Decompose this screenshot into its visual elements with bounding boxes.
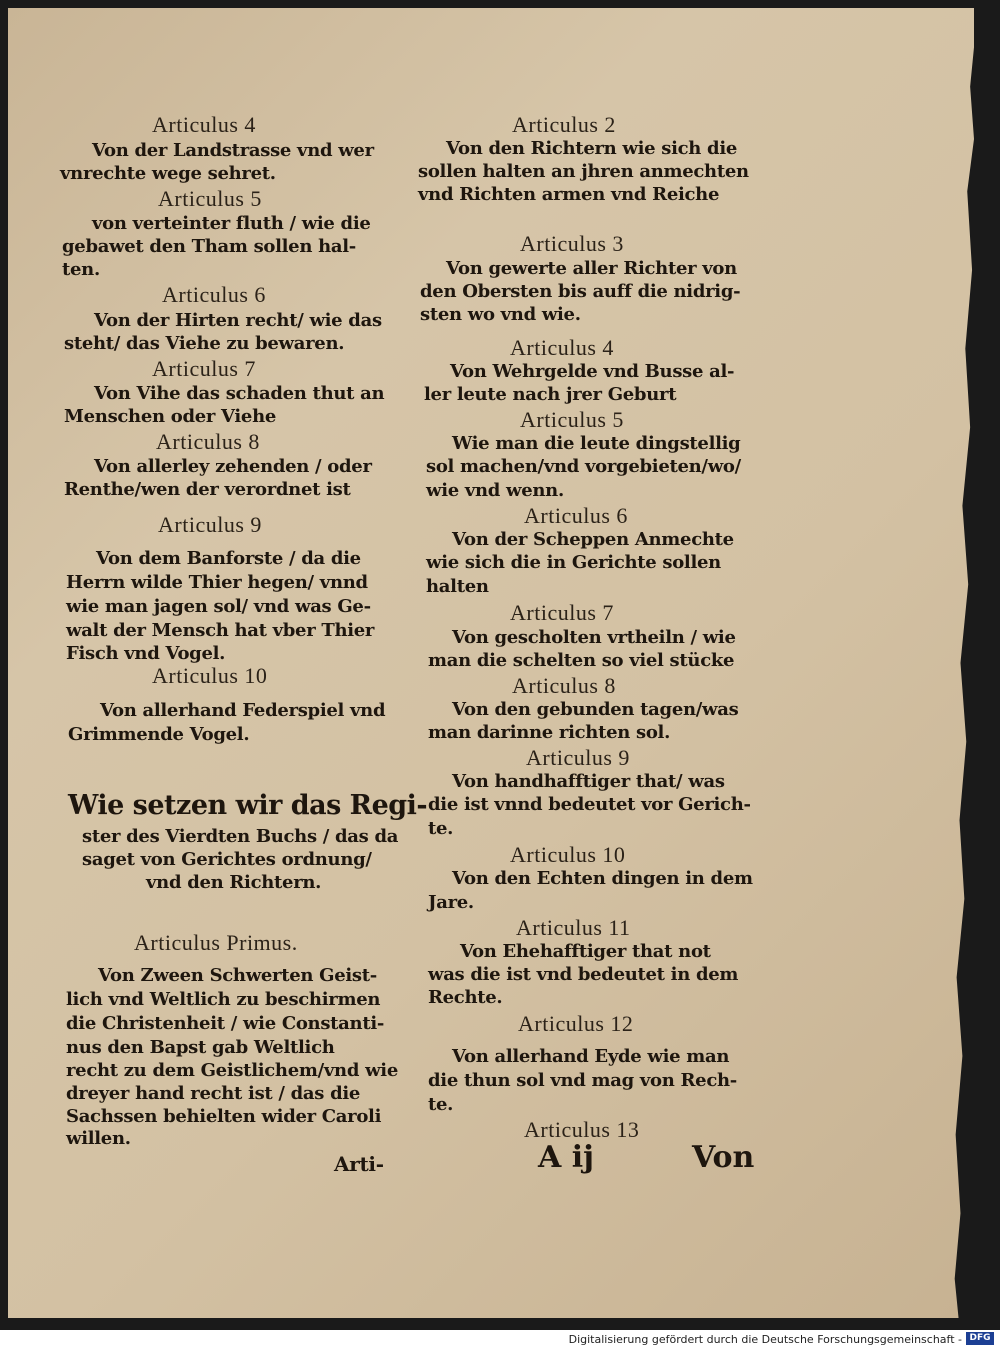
text-line: wie man jagen sol/ vnd was Ge-	[66, 596, 371, 617]
text-line: Von den gebunden tagen/was	[452, 699, 739, 720]
text-line: Von den Echten dingen in dem	[452, 868, 753, 889]
text-line: Von den Richtern wie sich die	[446, 138, 738, 159]
text-line: man die schelten so viel stücke	[428, 650, 735, 671]
text-line: ten.	[62, 259, 100, 280]
text-line: nus den Bapst gab Weltlich	[66, 1037, 335, 1058]
text-line: Grimmende Vogel.	[68, 724, 250, 745]
text-line: ler leute nach jrer Geburt	[424, 384, 677, 405]
text-line: sollen halten an jhren anmechten	[418, 161, 749, 182]
text-line: gebawet den Tham sollen hal-	[62, 236, 356, 257]
article-heading: Articulus 9	[526, 745, 630, 770]
text-line: steht/ das Viehe zu bewaren.	[64, 333, 345, 354]
text-line: vnd Richten armen vnd Reiche	[418, 184, 720, 205]
text-line: Von gescholten vrtheiln / wie	[452, 627, 736, 648]
article-heading: Articulus 8	[512, 673, 616, 698]
text-line: Von der Scheppen Anmechte	[452, 529, 734, 550]
dfg-logo: DFG	[966, 1332, 994, 1345]
text-line: dreyer hand recht ist / das die	[66, 1083, 361, 1104]
text-line: Von der Hirten recht/ wie das	[94, 310, 382, 331]
text-line: walt der Mensch hat vber Thier	[66, 620, 375, 641]
article-heading: Articulus 13	[524, 1117, 640, 1142]
text-line: Von allerhand Federspiel vnd	[100, 700, 386, 721]
register-title: saget von Gerichtes ordnung/	[82, 849, 372, 870]
article-heading: Articulus 5	[158, 186, 262, 211]
text-line: Rechte.	[428, 987, 503, 1008]
article-heading: Articulus 10	[152, 663, 268, 688]
register-title: ster des Vierdten Buchs / das da	[82, 826, 399, 847]
text-line: te.	[428, 818, 454, 839]
text-line: Von dem Banforste / da die	[96, 548, 361, 569]
text-line: von verteinter fluth / wie die	[92, 213, 371, 234]
signature-mark: A ij	[538, 1140, 594, 1175]
text-line: die thun sol vnd mag von Rech-	[428, 1070, 737, 1091]
article-heading: Articulus 7	[510, 600, 614, 625]
text-line: sten wo vnd wie.	[420, 304, 581, 325]
text-line: halten	[426, 576, 489, 597]
article-heading: Articulus 7	[152, 356, 256, 381]
register-title: vnd den Richtern.	[146, 872, 322, 893]
text-line: man darinne richten sol.	[428, 722, 671, 743]
article-heading: Articulus 3	[520, 231, 624, 256]
text-line: Fisch vnd Vogel.	[66, 643, 226, 664]
text-line: Von Vihe das schaden thut an	[94, 383, 385, 404]
article-heading: Articulus Primus.	[134, 930, 298, 955]
text-line: Von allerhand Eyde wie man	[452, 1046, 730, 1067]
text-line: Von handhafftiger that/ was	[452, 771, 725, 792]
article-heading: Articulus 6	[524, 503, 628, 528]
text-line: die ist vnnd bedeutet vor Gerich-	[428, 794, 751, 815]
text-line: Renthe/wen der verordnet ist	[64, 479, 351, 500]
text-line: die Christenheit / wie Constanti-	[66, 1013, 385, 1034]
text-line: Menschen oder Viehe	[64, 406, 277, 427]
text-line: Von der Landstrasse vnd wer	[92, 140, 374, 161]
text-line: vnrechte wege sehret.	[60, 163, 276, 184]
text-line: wie vnd wenn.	[426, 480, 564, 501]
text-line: Von Wehrgelde vnd Busse al-	[450, 361, 735, 382]
text-line: Herrn wilde Thier hegen/ vnnd	[66, 572, 368, 593]
text-line: Sachssen behielten wider Caroli	[66, 1106, 382, 1127]
text-line: Von Ehehafftiger that not	[460, 941, 711, 962]
text-line: wie sich die in Gerichte sollen	[426, 552, 721, 573]
article-heading: Articulus 4	[510, 335, 614, 360]
catchword: Arti-	[334, 1152, 384, 1176]
article-heading: Articulus 11	[516, 915, 631, 940]
article-heading: Articulus 6	[162, 282, 266, 307]
text-line: Von allerley zehenden / oder	[94, 456, 372, 477]
register-title: Wie setzen wir das Regi-	[68, 790, 428, 821]
text-line: te.	[428, 1094, 454, 1115]
text-line: willen.	[66, 1128, 131, 1149]
article-heading: Articulus 10	[510, 842, 626, 867]
funding-credit: Digitalisierung gefördert durch die Deutsche Forschungsgemeinschaft -	[568, 1333, 962, 1346]
text-line: Von gewerte aller Richter von	[446, 258, 737, 279]
text-line: Jare.	[428, 892, 474, 913]
article-heading: Articulus 9	[158, 512, 262, 537]
article-heading: Articulus 5	[520, 407, 624, 432]
article-heading: Articulus 12	[518, 1011, 634, 1036]
text-line: sol machen/vnd vorgebieten/wo/	[426, 456, 741, 477]
article-heading: Articulus 8	[156, 429, 260, 454]
catchword: Von	[692, 1140, 755, 1175]
text-line: lich vnd Weltlich zu beschirmen	[66, 989, 381, 1010]
text-line: recht zu dem Geistlichem/vnd wie	[66, 1060, 398, 1081]
text-line: Wie man die leute dingstellig	[452, 433, 741, 454]
text-line: was die ist vnd bedeutet in dem	[428, 964, 739, 985]
article-heading: Articulus 4	[152, 112, 256, 137]
article-heading: Articulus 2	[512, 112, 616, 137]
text-line: den Obersten bis auff die nidrig-	[420, 281, 741, 302]
text-line: Von Zween Schwerten Geist-	[98, 965, 377, 986]
